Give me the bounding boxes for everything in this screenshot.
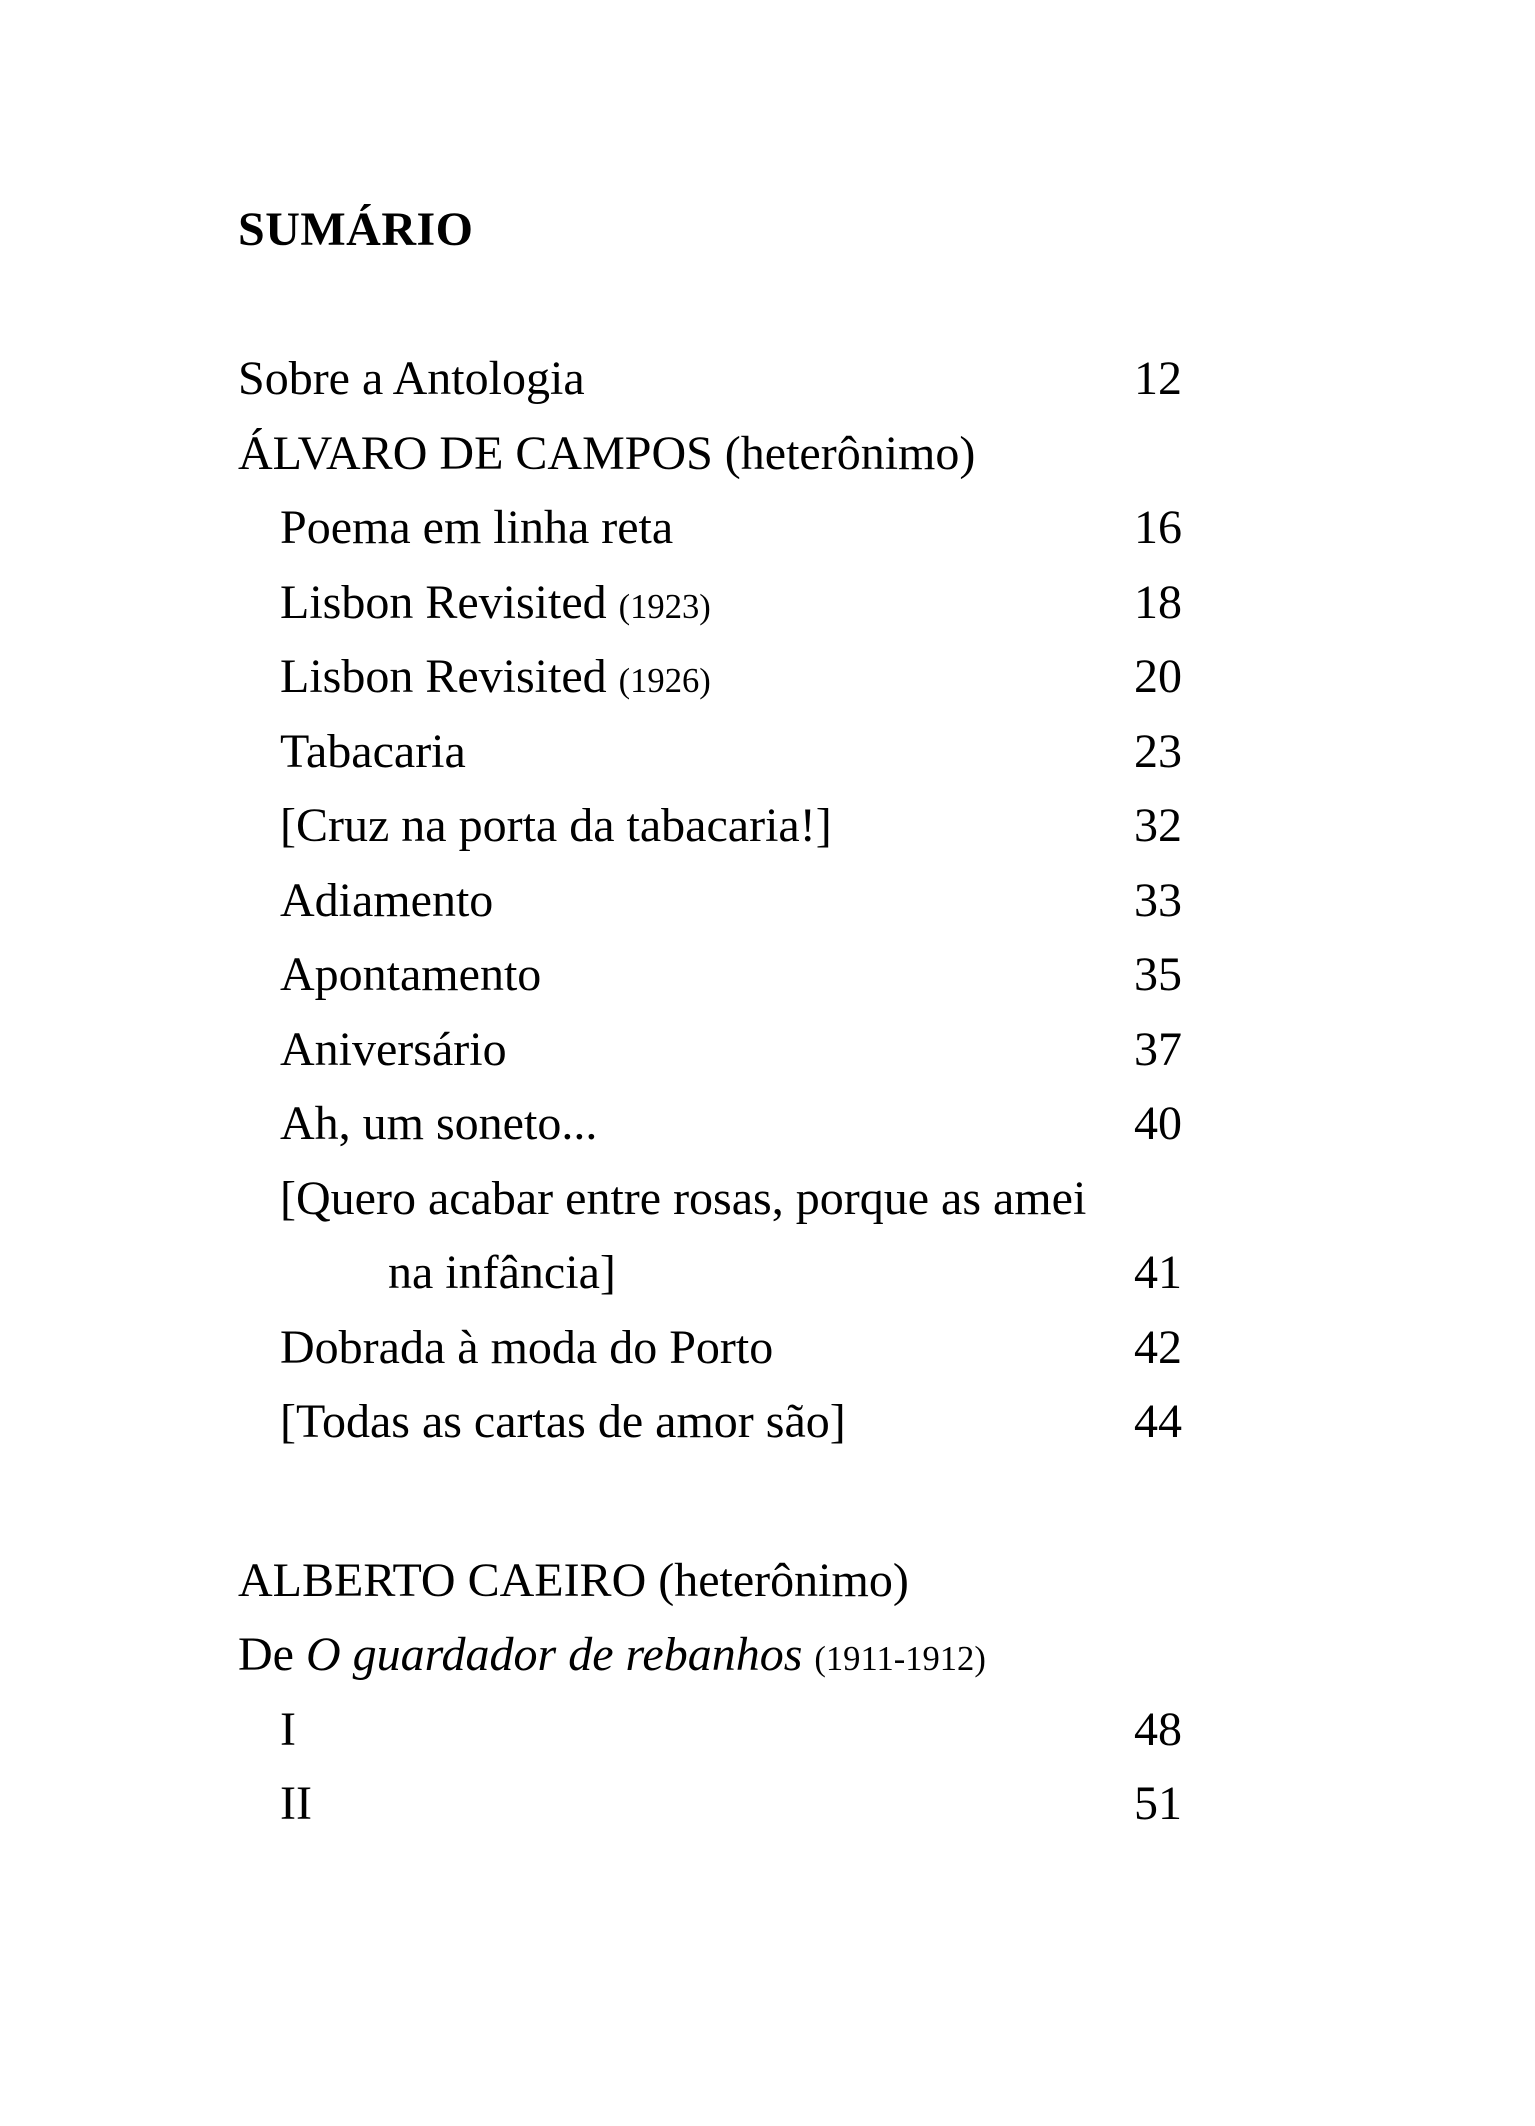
toc-entry-page-number: 51	[1134, 1777, 1182, 1830]
toc-entry-label	[238, 417, 1112, 492]
toc-entry-text-segment: Tabacaria	[280, 724, 466, 778]
toc-entry-text-segment: [Todas as cartas de amor são]	[280, 1395, 846, 1448]
toc-entry	[238, 1311, 1182, 1386]
toc-entry-page-number: 23	[1134, 724, 1182, 778]
toc-entry-label	[238, 1767, 1112, 1842]
toc-list	[238, 342, 1182, 1842]
toc-entry	[238, 640, 1182, 715]
toc-entry-text-segment: (1911-1912)	[814, 1640, 986, 1678]
toc-entry-page-number: 12	[1134, 352, 1182, 405]
toc-entry-text-segment: ALBERTO CAEIRO (heterônimo)	[238, 1553, 909, 1607]
toc-entry	[238, 864, 1182, 939]
toc-entry-page-number	[1112, 1618, 1182, 1693]
toc-entry	[238, 1236, 1182, 1311]
toc-entry-label	[238, 1385, 1112, 1460]
toc-entry-text-segment: Lisbon Revisited	[280, 650, 619, 703]
toc-entry	[238, 417, 1182, 492]
toc-entry	[238, 1544, 1182, 1619]
toc-entry	[238, 1087, 1182, 1162]
title-gap	[238, 267, 1182, 342]
toc-entry-page-number	[1112, 1544, 1182, 1619]
toc-entry-page-number: 18	[1134, 575, 1182, 629]
toc-entry-page-number: 48	[1134, 1702, 1182, 1756]
toc-entry-text-segment: II	[280, 1777, 312, 1830]
toc-entry-text-segment: Adiamento	[280, 873, 494, 927]
toc-section-gap	[238, 1460, 1182, 1544]
toc-entry-page-number: 37	[1134, 1022, 1182, 1076]
toc-entry-page-number: 44	[1134, 1395, 1182, 1448]
toc-entry	[238, 1618, 1182, 1693]
toc-entry-page-number: 20	[1134, 650, 1182, 703]
toc-entry-label	[238, 938, 1112, 1013]
toc-entry-page-number: 41	[1134, 1246, 1182, 1299]
toc-entry-page-number: 33	[1134, 873, 1182, 927]
toc-entry	[238, 1162, 1182, 1237]
toc-entry-text-segment: Dobrada à moda do Porto	[280, 1320, 774, 1374]
toc-entry-page-number: 42	[1134, 1320, 1182, 1374]
toc-entry-text-segment: ÁLVARO DE CAMPOS (heterônimo)	[238, 426, 976, 480]
toc-entry	[238, 1767, 1182, 1842]
toc-entry	[238, 1013, 1182, 1088]
toc-entry-label	[238, 1618, 1112, 1693]
toc-entry-label	[238, 342, 1112, 417]
toc-entry-text-segment: Ah, um soneto...	[280, 1097, 598, 1150]
toc-entry-page-number	[1112, 1162, 1182, 1237]
toc-entry-label	[238, 640, 1112, 715]
toc-entry-label	[238, 789, 1112, 864]
toc-entry	[238, 342, 1182, 417]
toc-entry-page-number	[1112, 417, 1182, 492]
toc-entry-label	[238, 1544, 1112, 1619]
toc-entry-label	[238, 1311, 1112, 1386]
toc-entry-label	[238, 491, 1112, 566]
toc-entry-label	[238, 1236, 1112, 1311]
toc-entry-text-segment: [Quero acabar entre rosas, porque as amei	[280, 1171, 1087, 1225]
toc-entry-page-number: 32	[1134, 799, 1182, 852]
toc-entry-text-segment: Sobre a Antologia	[238, 352, 585, 405]
toc-entry-text-segment: De	[238, 1628, 306, 1681]
toc-entry	[238, 1693, 1182, 1768]
toc-entry	[238, 1385, 1182, 1460]
toc-entry-page-number: 16	[1134, 501, 1182, 554]
toc-entry-text-segment: I	[280, 1702, 296, 1756]
toc-entry-label	[238, 1013, 1112, 1088]
toc-entry-label	[238, 864, 1112, 939]
toc-content	[238, 193, 1182, 1842]
toc-entry-text-segment: Lisbon Revisited	[280, 575, 619, 629]
toc-entry-text-segment: Apontamento	[280, 948, 542, 1001]
toc-entry-text-segment: na infância]	[388, 1246, 616, 1299]
toc-entry-label	[238, 566, 1112, 641]
toc-entry-label	[238, 1162, 1112, 1237]
toc-entry-label	[238, 715, 1112, 790]
toc-entry-page-number: 35	[1134, 948, 1182, 1001]
toc-entry-text-segment: [Cruz na porta da tabacaria!]	[280, 799, 832, 852]
toc-entry-text-segment: Poema em linha reta	[280, 501, 674, 554]
toc-entry-text-segment: (1923)	[618, 587, 711, 626]
toc-entry-label	[238, 1693, 1112, 1768]
toc-entry	[238, 491, 1182, 566]
toc-entry	[238, 938, 1182, 1013]
toc-entry-text-segment: O guardador de rebanhos	[305, 1628, 815, 1681]
page-title: SUMÁRIO	[238, 203, 474, 256]
toc-entry-text-segment: (1926)	[618, 662, 711, 700]
toc-entry-text-segment: Aniversário	[280, 1022, 507, 1076]
toc-entry	[238, 715, 1182, 790]
toc-entry-label	[238, 1087, 1112, 1162]
toc-entry	[238, 789, 1182, 864]
toc-entry	[238, 566, 1182, 641]
toc-entry-page-number: 40	[1134, 1097, 1182, 1150]
